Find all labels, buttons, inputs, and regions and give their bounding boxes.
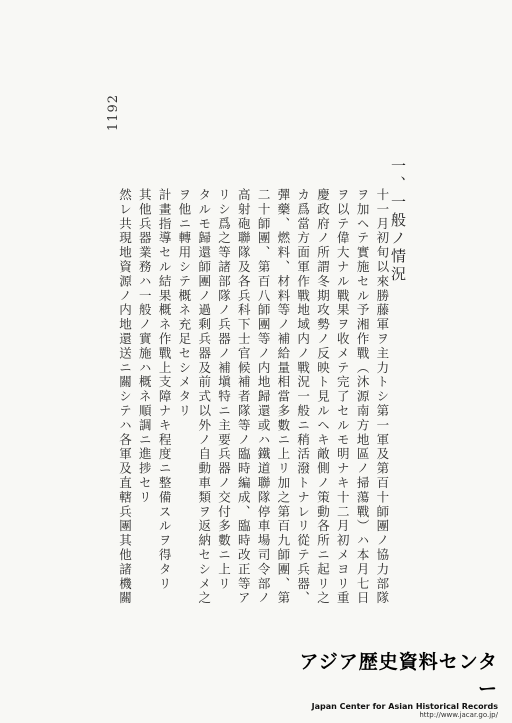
- text-column: 計畫指導セル結果概ネ作戰上支障ナキ程度ニ整備スルヲ得タリ: [157, 188, 173, 592]
- text-column: 然レ共現地資源ノ内地還送ニ關シテハ各軍及直轄兵團其他諸機關: [117, 188, 133, 606]
- archive-name-en: Japan Center for Asian Historical Records: [311, 702, 498, 711]
- text-column: 彈藥、燃料、材料等ノ補給量相當多數ニ上リ加之第百九師團、第: [275, 188, 291, 606]
- page-number: 1192: [106, 94, 121, 132]
- text-column: ヲ他ニ轉用シテ概ネ充足セシメタリ: [176, 188, 192, 419]
- text-column: ヲ以テ偉大ナル戰果ヲ收メテ完了セルモ明ナキ十二月初メヨリ重: [335, 188, 351, 606]
- text-column: 其他兵器業務ハ一般ノ實施ハ概ネ順調ニ進捗セリ: [137, 188, 153, 505]
- section-heading: 一、一般ノ情況: [389, 158, 407, 284]
- text-column: タルモ歸還師團ノ過剩兵器及前式以外ノ自動車類ヲ返納セシメ之: [196, 188, 212, 606]
- text-column: 十一月初旬以來勝藤軍ヲ主力トシ第一軍及第百十師團ノ協力部隊: [374, 188, 390, 606]
- text-column: 慶政府ノ所謂冬期攻勢ノ反映ト見ルヘキ敵側ノ策動各所ニ起リ之: [315, 188, 331, 606]
- body-text: [118, 188, 388, 628]
- text-column: リシ爲之等諸部隊ノ兵器ノ補塡特ニ主要兵器ノ交付多數ニ上リ: [216, 188, 232, 592]
- archive-footer: [288, 647, 498, 719]
- text-column: 二十師團、第百八師團等ノ内地歸還或ハ鐵道聯隊停車場司令部ノ: [256, 188, 272, 606]
- archive-logo-text: アジア歴史資料センター: [299, 651, 498, 700]
- text-column: カ爲當方面軍作戰地域内ノ戰況一般ニ稍活潑トナレリ從テ兵器、: [295, 188, 311, 606]
- text-column: 高射砲聯隊及各兵科下士官候補者隊等ノ臨時編成、臨時改正等ア: [236, 188, 252, 606]
- archive-url[interactable]: http://www.jacar.go.jp/: [419, 711, 498, 719]
- text-column: ヲ加ヘテ實施セル予湘作戰（沐源南方地區ノ掃蕩戰）ハ本月七日: [355, 188, 371, 606]
